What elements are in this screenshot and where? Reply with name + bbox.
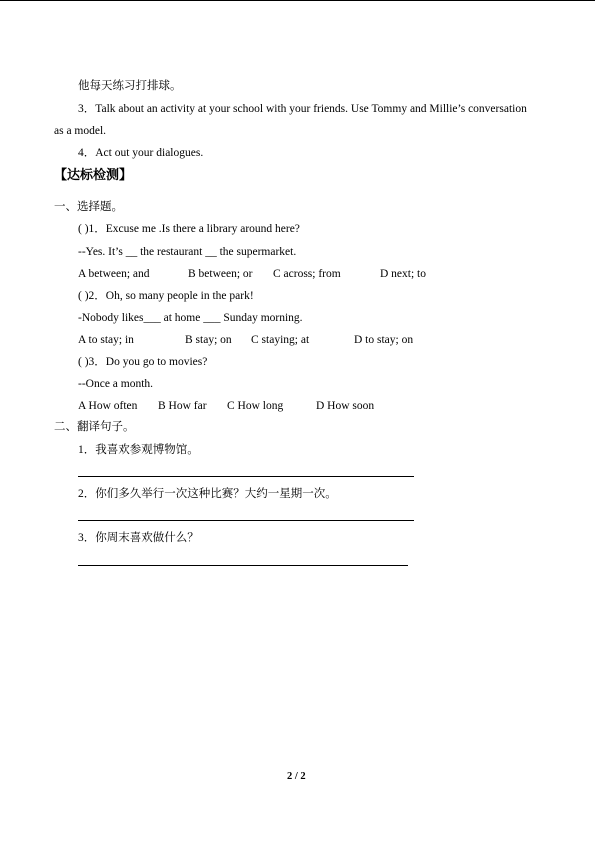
translate-item-3: 3．你周末喜欢做什么？ [78,532,199,544]
translate-item-2: 2．你们多久举行一次这种比赛？大约一星期一次。 [78,488,337,500]
q2-context: -Nobody likes___ at home ___ Sunday morning. [78,312,303,324]
section-heading: 【达标检测】 [54,168,133,183]
q2-option-d: D to stay; on [354,334,414,346]
activity-item-3: 3．Talk about an activity at your school with your friends. Use Tommy and Millie’s conversation [78,103,527,115]
q1-option-c: C across; from [273,268,341,280]
q2-stem: ( )2．Oh, so many people in the park! [78,290,254,302]
q2-option-a: A to stay; in [78,334,134,346]
q1-option-b: B between; or [188,268,253,280]
q3-option-c: C How long [227,400,284,412]
top-rule [0,0,595,1]
translate-answer-line-1[interactable] [78,476,414,477]
intro-line: 他每天练习打排球。 [78,80,182,92]
page-number: 2 / 2 [287,771,306,782]
translate-answer-line-2[interactable] [78,520,414,521]
q3-context: --Once a month. [78,378,154,390]
q3-option-b: B How far [158,400,207,412]
translate-item-1: 1．我喜欢参观博物馆。 [78,444,199,456]
q1-context: --Yes. It’s __ the restaurant __ the supermarket. [78,246,297,258]
activity-item-3-continued: as a model. [54,125,107,137]
q2-options [78,333,413,347]
translate-answer-line-3[interactable] [78,565,408,566]
section2-title: 二、翻译句子。 [54,421,135,433]
q3-option-a: A How often [78,400,138,412]
q1-options [78,267,426,281]
q2-option-b: B stay; on [185,334,232,346]
q1-option-a: A between; and [78,268,150,280]
q1-stem: ( )1．Excuse me .Is there a library around here? [78,223,300,235]
section1-title: 一、选择题。 [54,201,123,213]
q3-option-d: D How soon [316,400,375,412]
activity-item-4: 4．Act out your dialogues. [78,147,204,159]
q1-option-d: D next; to [380,268,426,280]
q3-options [78,399,374,413]
q2-option-c: C staying; at [251,334,310,346]
q3-stem: ( )3．Do you go to movies? [78,356,208,368]
